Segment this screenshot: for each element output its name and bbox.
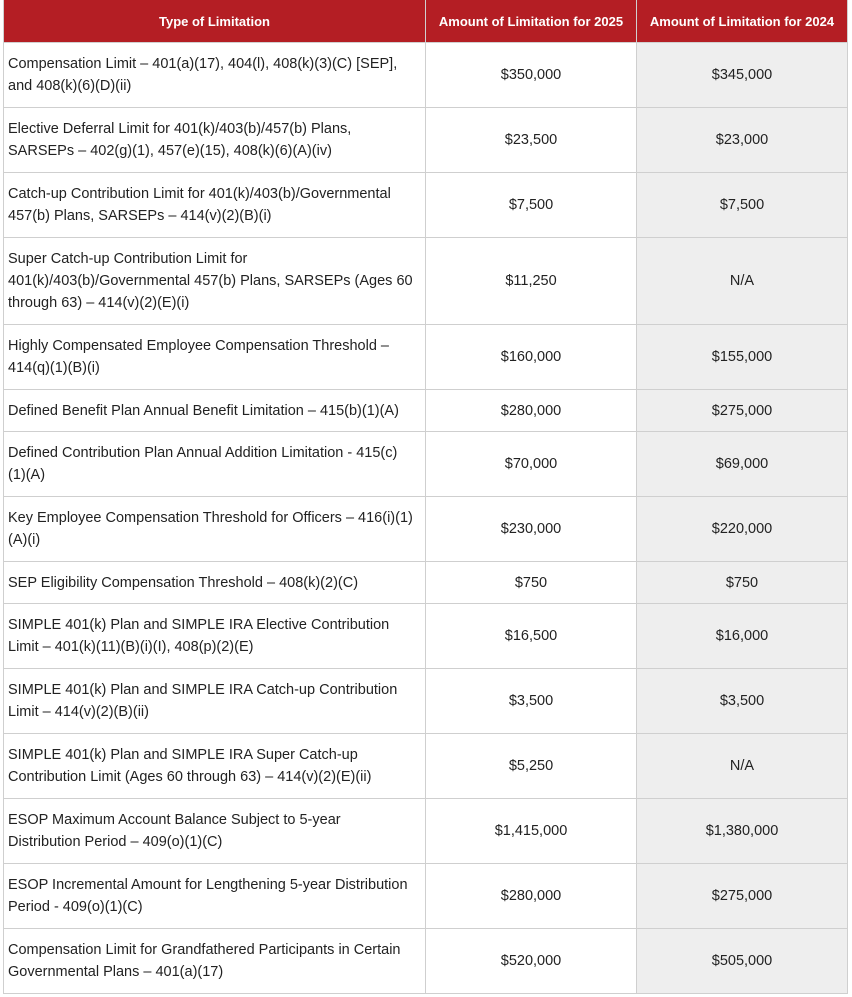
- amount-2024: $155,000: [637, 325, 848, 390]
- limitation-type: ESOP Maximum Account Balance Subject to 5-year Distribution Period – 409(o)(1)(C): [4, 799, 426, 864]
- amount-2024: $275,000: [637, 390, 848, 432]
- amount-2024: $220,000: [637, 497, 848, 562]
- limitation-type: Compensation Limit for Grandfathered Participants in Certain Governmental Plans – 401(a)(17): [4, 929, 426, 994]
- amount-2025: $23,500: [426, 108, 637, 173]
- table-row: [4, 669, 848, 734]
- amount-2025: $1,415,000: [426, 799, 637, 864]
- header-amount-2024: Amount of Limitation for 2024: [637, 0, 848, 43]
- amount-2024: N/A: [637, 238, 848, 325]
- amount-2024: $750: [637, 562, 848, 604]
- table-row: [4, 929, 848, 994]
- limitation-type: Highly Compensated Employee Compensation Threshold – 414(q)(1)(B)(i): [4, 325, 426, 390]
- amount-2025: $160,000: [426, 325, 637, 390]
- amount-2024: $7,500: [637, 173, 848, 238]
- limitations-table: [3, 0, 848, 994]
- amount-2025: $7,500: [426, 173, 637, 238]
- table-row: [4, 43, 848, 108]
- table-row: [4, 864, 848, 929]
- table-row: [4, 432, 848, 497]
- table-row: [4, 799, 848, 864]
- amount-2025: $3,500: [426, 669, 637, 734]
- amount-2025: $280,000: [426, 864, 637, 929]
- table-row: [4, 562, 848, 604]
- limitation-type: Defined Contribution Plan Annual Addition Limitation - 415(c)(1)(A): [4, 432, 426, 497]
- limitation-type: Defined Benefit Plan Annual Benefit Limitation – 415(b)(1)(A): [4, 390, 426, 432]
- amount-2024: $3,500: [637, 669, 848, 734]
- limitation-type: Elective Deferral Limit for 401(k)/403(b)/457(b) Plans, SARSEPs – 402(g)(1), 457(e)(15), 408(k)(6)(A)(iv): [4, 108, 426, 173]
- table-row: [4, 108, 848, 173]
- table-row: [4, 173, 848, 238]
- amount-2025: $16,500: [426, 604, 637, 669]
- table-row: [4, 325, 848, 390]
- limitation-type: Key Employee Compensation Threshold for Officers – 416(i)(1)(A)(i): [4, 497, 426, 562]
- amount-2025: $11,250: [426, 238, 637, 325]
- table-row: [4, 238, 848, 325]
- limitation-type: Super Catch-up Contribution Limit for 401(k)/403(b)/Governmental 457(b) Plans, SARSEPs (Ages 60 through 63) – 414(v)(2)(E)(i): [4, 238, 426, 325]
- amount-2025: $280,000: [426, 390, 637, 432]
- amount-2025: $5,250: [426, 734, 637, 799]
- amount-2025: $520,000: [426, 929, 637, 994]
- table-row: [4, 604, 848, 669]
- table-row: [4, 497, 848, 562]
- amount-2025: $350,000: [426, 43, 637, 108]
- amount-2024: N/A: [637, 734, 848, 799]
- amount-2024: $345,000: [637, 43, 848, 108]
- table-row: [4, 734, 848, 799]
- amount-2025: $70,000: [426, 432, 637, 497]
- amount-2024: $275,000: [637, 864, 848, 929]
- header-amount-2025: Amount of Limitation for 2025: [426, 0, 637, 43]
- amount-2024: $16,000: [637, 604, 848, 669]
- amount-2025: $750: [426, 562, 637, 604]
- limitation-type: ESOP Incremental Amount for Lengthening 5-year Distribution Period - 409(o)(1)(C): [4, 864, 426, 929]
- amount-2024: $505,000: [637, 929, 848, 994]
- amount-2025: $230,000: [426, 497, 637, 562]
- limitation-type: SEP Eligibility Compensation Threshold – 408(k)(2)(C): [4, 562, 426, 604]
- table-header-row: [4, 0, 848, 43]
- limitation-type: Catch-up Contribution Limit for 401(k)/403(b)/Governmental 457(b) Plans, SARSEPs – 414(v)(2)(B)(i): [4, 173, 426, 238]
- table-row: [4, 390, 848, 432]
- amount-2024: $23,000: [637, 108, 848, 173]
- limitation-type: SIMPLE 401(k) Plan and SIMPLE IRA Super Catch-up Contribution Limit (Ages 60 through 63) – 414(v)(2)(E)(ii): [4, 734, 426, 799]
- limitation-type: SIMPLE 401(k) Plan and SIMPLE IRA Elective Contribution Limit – 401(k)(11)(B)(i)(I), 408(p)(2)(E): [4, 604, 426, 669]
- amount-2024: $69,000: [637, 432, 848, 497]
- limitation-type: Compensation Limit – 401(a)(17), 404(l), 408(k)(3)(C) [SEP], and 408(k)(6)(D)(ii): [4, 43, 426, 108]
- limitation-type: SIMPLE 401(k) Plan and SIMPLE IRA Catch-up Contribution Limit – 414(v)(2)(B)(ii): [4, 669, 426, 734]
- header-type-of-limitation: Type of Limitation: [4, 0, 426, 43]
- amount-2024: $1,380,000: [637, 799, 848, 864]
